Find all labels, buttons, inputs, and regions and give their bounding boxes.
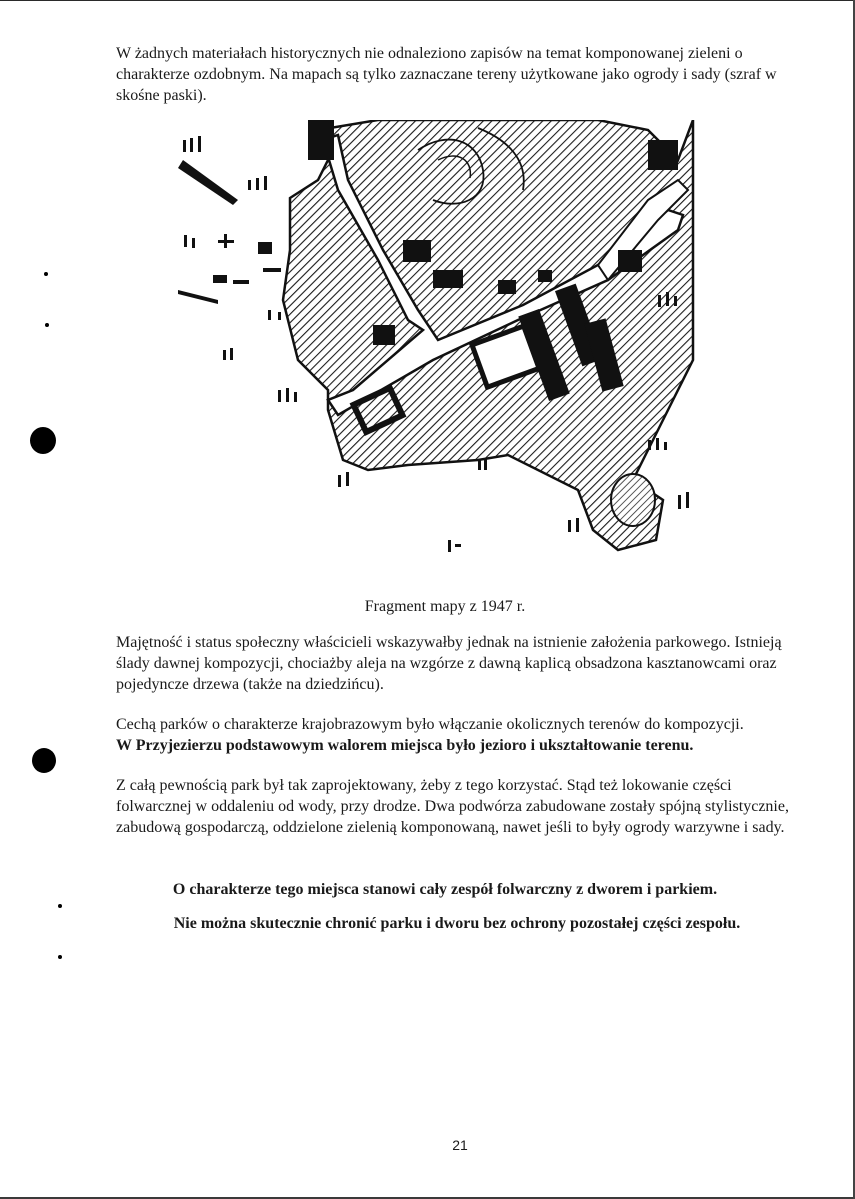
bold-statement-2: Nie można skutecznie chronić parku i dworu bez ochrony pozostałej części zespołu. [173,915,741,932]
scan-dot [58,904,62,908]
paragraph-estate: Majętność i status społeczny właścicieli wskazywałby jednak na istnienie założenia parkowego. Istnieją ślady dawnej kompozycji, chociażby aleja na wzgórze z dawną kaplicą obsadzona kasztanowcami oraz pojedyncze drzewa (także na dziedzińcu). [116,634,782,693]
binder-hole [32,748,56,773]
scan-border-top [0,0,855,1]
paragraph-landscape-text: Cechą parków o charakterze krajobrazowym było włączanie okolicznych terenów do kompozycji. [116,716,744,733]
scan-dot [44,272,48,276]
paragraph-intro: W żadnych materiałach historycznych nie odnaleziono zapisów na temat komponowanej zieleni o charakterze ozdobnym. Na mapach są tylko zaznaczane tereny użytkowane jako ogrody i sady (szraf w skośne paski). [116,45,777,104]
scan-dot [58,955,62,959]
paragraph-design: Z całą pewnością park był tak zaprojektowany, żeby z tego korzystać. Stąd też lokowanie części folwarcznej w oddaleniu od wody, przy drodze. Dwa podwórza zabudowane zostały spójną stylistycznie, zabudową gospodarczą, oddzielone zielenią komponowaną, nawet jeśli to były ogrody warzywne i sady. [116,777,789,836]
bold-statement-1: O charakterze tego miejsca stanowi cały zespół folwarczny z dworem i parkiem. [172,881,718,898]
paragraph-landscape-bold: W Przyjezierzu podstawowym walorem miejsca było jezioro i ukształtowanie terenu. [116,737,694,754]
page-number: 21 [452,1137,468,1153]
binder-hole [30,427,56,454]
figure-caption: Fragment mapy z 1947 r. [364,598,526,615]
paragraph-landscape [116,714,806,756]
historical-map-figure [178,120,698,560]
scan-dot [45,323,49,327]
